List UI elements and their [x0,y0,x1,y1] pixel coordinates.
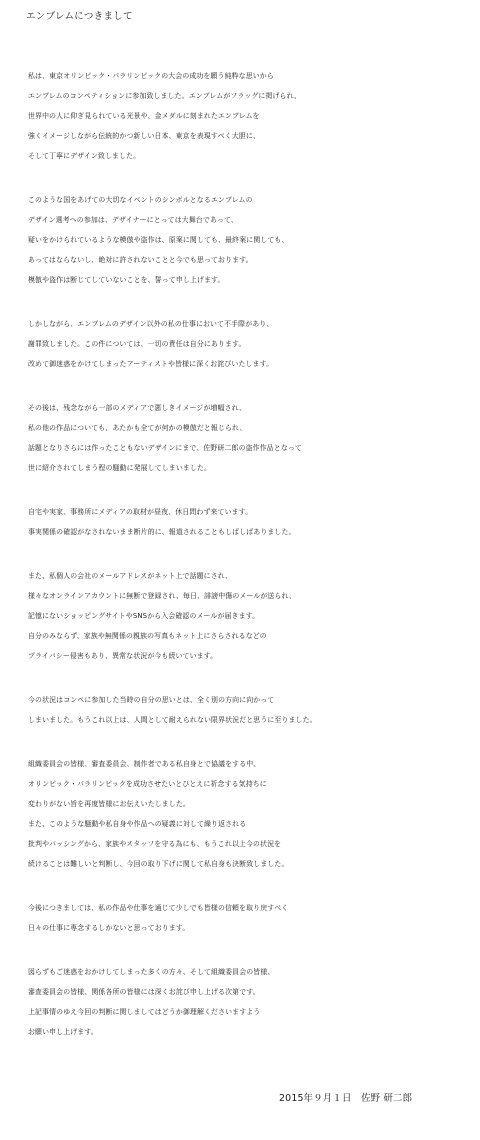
paragraph-line: 今後につきましては、私の作品や仕事を通じて少しでも皆様の信頼を取り戻すべく [28,904,289,912]
paragraph-line: 話題となりさらには作ったこともないデザインにまで、佐野研二郎の盗作作品となって [28,444,302,452]
paragraph-line: 様々なオンラインアカウントに無断で登録され、毎日、誹謗中傷のメールが送られ、 [28,592,296,600]
paragraph-line: 記憶にないショッピングサイトやSNSから入会確認のメールが届きます。 [28,612,260,620]
paragraph-line: 自分のみならず、家族や無関係の親族の写真もネット上にさらされるなどの [28,632,267,640]
paragraph-line: しまいました。もうこれ以上は、人間として耐えられない限界状況だと思うに至りました。 [28,716,317,724]
paragraph-line: 上記事情のゆえ今回の判断に関しましてはどうか御理解くださいますよう [28,1008,261,1016]
signature-line: 2015年９月１日 佐野 研二郎 [279,1093,413,1104]
paragraph-line: オリンピック・パラリンピックを成功させたいとひとえに祈念する気持ちに [28,780,267,788]
paragraph-line: 今の状況はコンペに参加した当時の自分の思いとは、全く別の方向に向かって [28,696,275,704]
paragraph-line: その後は、残念ながら一部のメディアで悪しきイメージが増幅され、 [28,404,247,412]
paragraph [28,690,476,730]
paragraph [28,754,476,874]
paragraph-line: また、私個人の会社のメールアドレスがネット上で話題にされ、 [28,572,233,580]
paragraph-line: また、このような騒動や私自身や作品への疑義に対して繰り返される [28,820,247,828]
paragraph-line: 謝罪致しました。この件については、一切の責任は自分にあります。 [28,340,246,348]
paragraph-line: しかしながら、エンブレムのデザイン以外の私の仕事において不手際があり、 [28,320,274,328]
paragraph [28,962,476,1042]
paragraph-line: このような国をあげての大切なイベントのシンボルとなるエンブレムの [28,196,253,204]
paragraph-line: お願い申し上げます。 [28,1028,98,1036]
paragraph-line: 審査委員会の皆様、関係各所の皆様には深くお詫び申し上げる次第です。 [28,988,260,996]
paragraph-line: 私は、東京オリンピック・パラリンピックの大会の成功を願う純粋な思いから [28,72,274,80]
paragraph-line: 模倣や盗作は断じてしていないことを、誓って申し上げます。 [28,276,225,284]
document-title: エンブレムにつきまして [26,11,133,22]
paragraph-line: 改めて御迷惑をかけてしまったアーティストや皆様に深くお詫びいたします。 [28,360,274,368]
paragraph-line: 私の他の作品についても、あたかも全てが何かの模倣だと報じられ、 [28,424,247,432]
paragraph-line: 日々の仕事に専念するしかないと思っております。 [28,924,190,932]
paragraph [28,314,476,374]
paragraph-line: 図らずもご迷惑をおかけしてしまった多くの方々、そして組織委員会の皆様、 [28,968,275,976]
paragraph [28,66,476,166]
paragraph-line: 事実関係の確認がなされないまま断片的に、報道されることもしばしばありました。 [28,528,296,536]
paragraph [28,898,476,938]
paragraph [28,566,476,666]
paragraph-line: 変わりがない旨を再度皆様にお伝えいたしました。 [28,800,190,808]
paragraph-line: 世界中の人に仰ぎ見られている光景や、金メダルに刻まれたエンブレムを [28,112,260,120]
paragraph [28,398,476,478]
paragraph-line: そして丁寧にデザイン致しました。 [28,152,141,160]
paragraph-line: 強くイメージしながら伝統的かつ新しい日本、東京を表現すべく大胆に、 [28,132,260,140]
paragraph-line: 疑いをかけられているような模倣や盗作は、原案に関しても、最終案に関しても、 [28,236,289,244]
paragraph [28,190,476,290]
document-body [28,66,476,1042]
paragraph-line: デザイン選考への参加は、デザイナーにとっては大舞台であって、 [28,216,238,224]
paragraph-line: エンブレムのコンペティションに参加致しました。エンブレムがフラッグに掲げられ、 [28,92,302,100]
paragraph-line: 続けることは難しいと判断し、今回の取り下げに関して私自身も決断致しました。 [28,860,289,868]
paragraph-line: 組織委員会の皆様、審査委員会、制作者である私自身とで協議をする中、 [28,760,261,768]
paragraph-line: プライバシー侵害もあり、異常な状況が今も続いています。 [28,652,218,660]
paragraph-line: 世に紹介されてしまう程の騒動に発展してしまいました。 [28,464,212,472]
paragraph-line: あってはならないし、絶対に許されないことと今でも思っております。 [28,256,253,264]
paragraph [28,502,476,542]
paragraph-line: 批判やバッシングから、家族やスタッフを守る為にも、もうこれ以上今の状況を [28,840,282,848]
paragraph-line: 自宅や実家、事務所にメディアの取材が昼夜、休日問わず来ています。 [28,508,253,516]
